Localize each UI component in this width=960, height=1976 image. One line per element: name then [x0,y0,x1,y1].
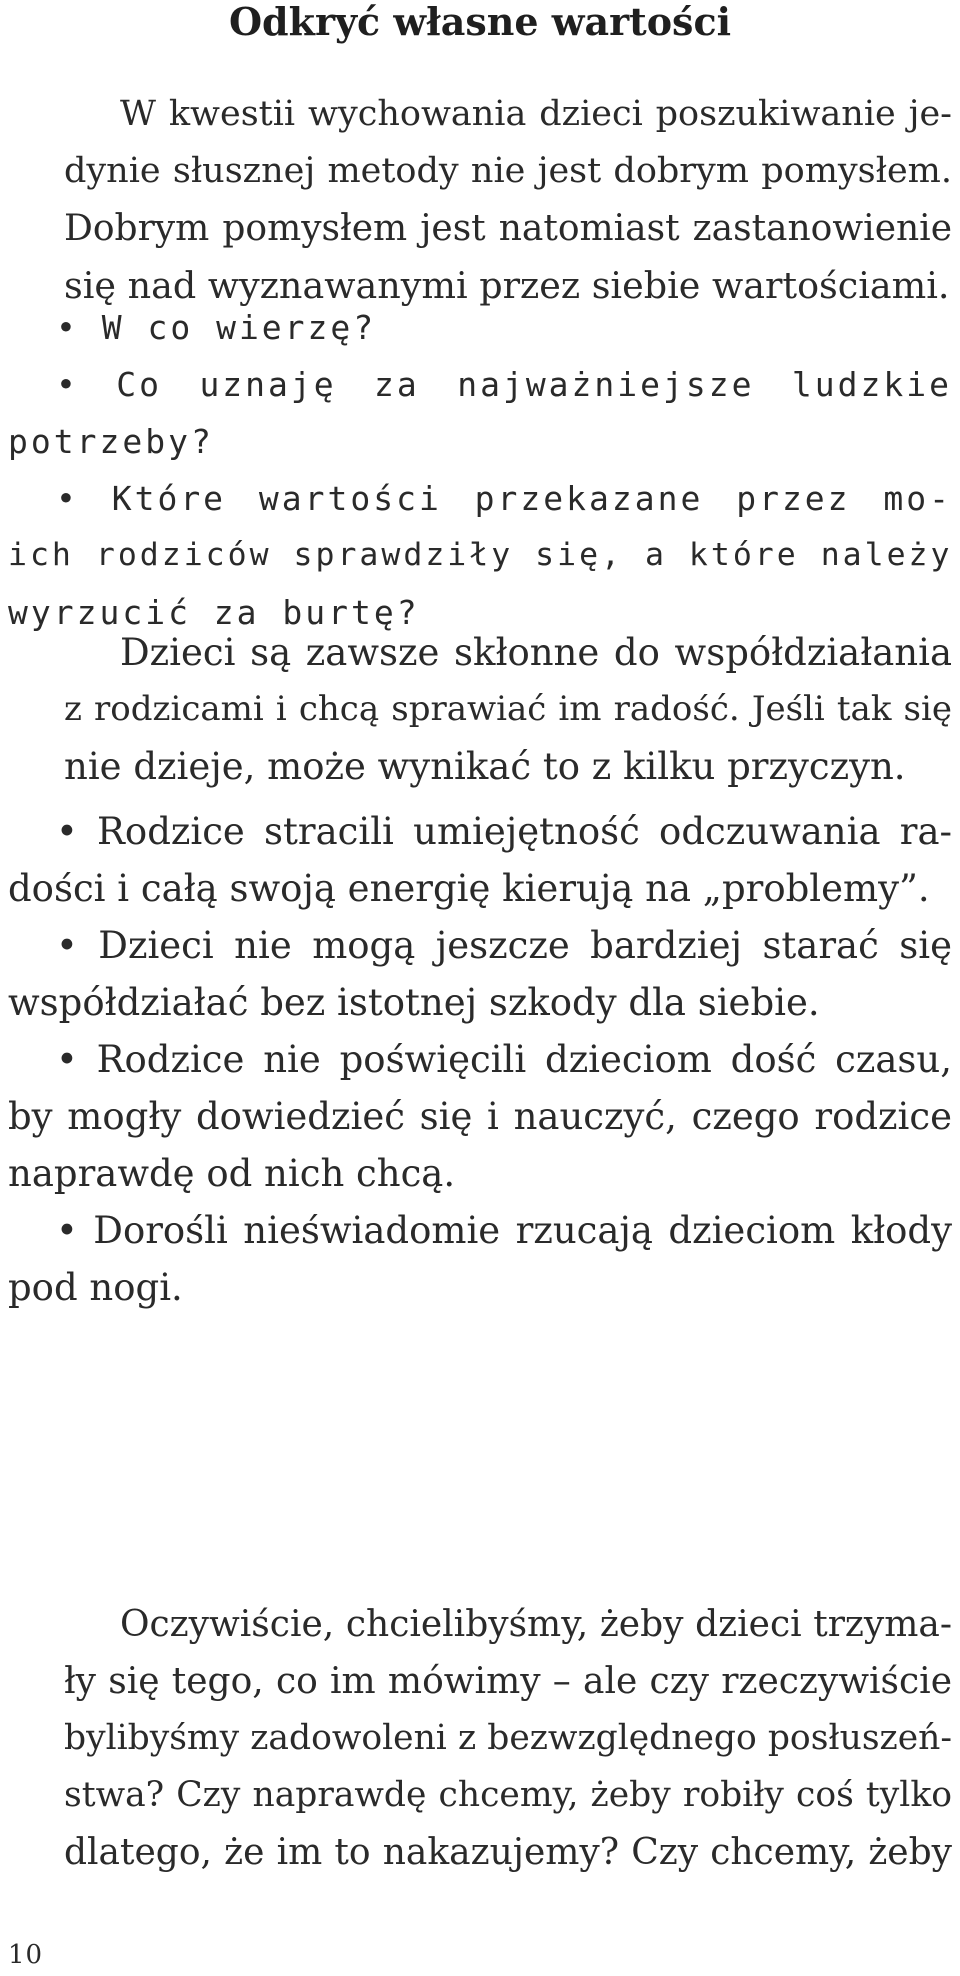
paragraph-line: W kwestii wychowania dzieci poszukiwanie je- [120,94,952,134]
paragraph-line: nie dzieje, może wynikać to z kilku przyczyn. [64,745,906,788]
list-item-line: • Dzieci nie mogą jeszcze bardziej starać się [56,924,952,967]
list-item-line: dości i całą swoją energię kierują na „problemy”. [8,867,930,910]
list-item-line: pod nogi. [8,1266,183,1309]
paragraph-line: ły się tego, co im mówimy – ale czy rzeczywiście [64,1661,952,1702]
list-item [8,917,952,1031]
list-item-line: • W co wierzę? [56,308,377,347]
list-item-line: • Które wartości przekazane przez mo- [56,479,952,518]
list-item-line: • Rodzice stracili umiejętność odczuwania ra- [56,810,952,853]
list-item-line: wyrzucić za burtę? [8,593,420,632]
page-number: 10 [8,1940,44,1970]
list-item-line: • Rodzice nie poświęcili dzieciom dość czasu, [56,1038,952,1081]
reasons-list [8,803,952,1316]
list-item-line: • Co uznaję za najważniejsze ludzkie [56,365,952,404]
list-item-line: ich rodziców sprawdziły się, a które należy [8,537,953,573]
paragraph-line: z rodzicami i chcą sprawiać im radość. Jeśli tak się [64,689,952,729]
page-title: Odkryć własne wartości [228,0,732,44]
list-item [8,1031,952,1202]
paragraph-line: stwa? Czy naprawdę chcemy, żeby robiły coś tylko [64,1775,952,1815]
paragraph-line: się nad wyznawanymi przez siebie wartościami. [64,264,950,307]
paragraph-line: Dzieci są zawsze skłonne do współdziałania [120,631,952,674]
list-item [8,470,952,641]
list-item-line: naprawdę od nich chcą. [8,1152,456,1195]
list-item [8,1202,952,1316]
questions-list [8,299,952,641]
list-item [8,299,952,356]
paragraph-line: bylibyśmy zadowoleni z bezwzględnego posłuszeń- [64,1718,952,1758]
list-item [8,356,952,470]
obedience-paragraph [8,1596,952,1881]
paragraph-line: Dobrym pomysłem jest natomiast zastanowienie [64,208,952,249]
intro-paragraph [8,86,952,314]
list-item-line: by mogły dowiedzieć się i nauczyć, czego rodzice [8,1095,952,1138]
list-item-line: potrzeby? [8,422,214,461]
paragraph-line: dlatego, że im to nakazujemy? Czy chcemy, żeby [64,1832,952,1873]
list-item-line: współdziałać bez istotnej szkody dla siebie. [8,981,820,1024]
paragraph-line: dynie słusznej metody nie jest dobrym pomysłem. [64,151,952,191]
list-item [8,803,952,917]
paragraph-line: Oczywiście, chcielibyśmy, żeby dzieci trzyma- [120,1604,952,1645]
list-item-line: • Dorośli nieświadomie rzucają dzieciom kłody [56,1209,952,1252]
cooperation-paragraph [8,624,952,795]
